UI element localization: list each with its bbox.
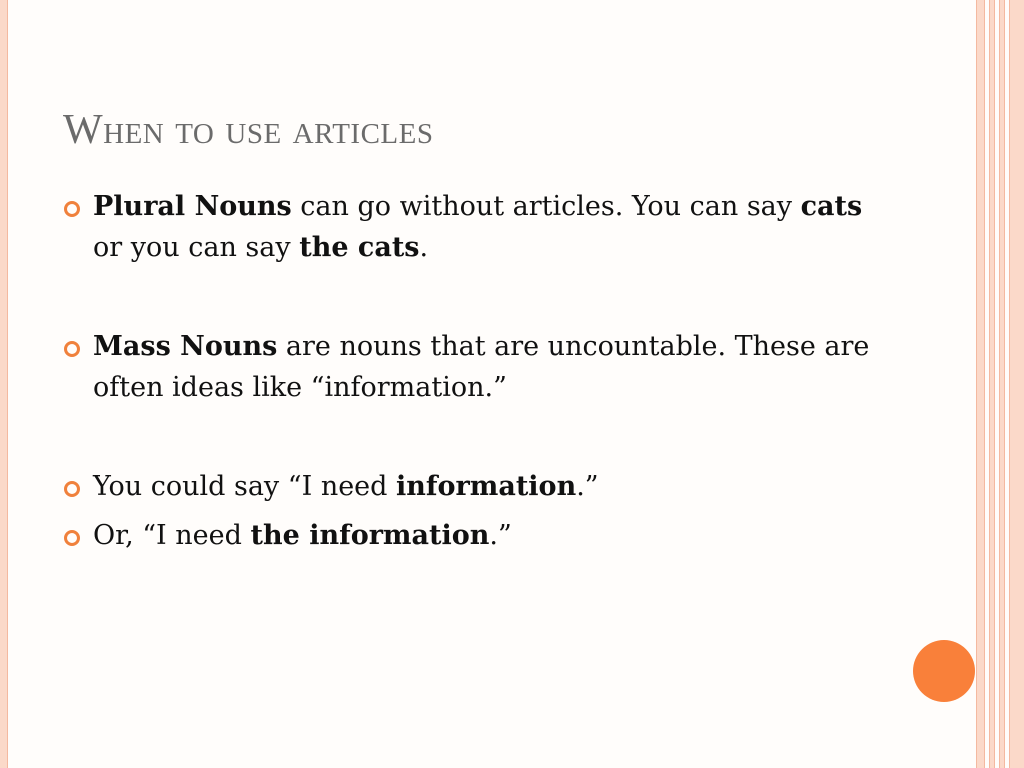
bullet-text-bold: Plural Nouns: [93, 191, 292, 222]
left-border-decoration: [0, 0, 8, 768]
bullet-item: [64, 186, 884, 268]
bullet-icon: [64, 201, 80, 217]
bullet-text: or you can say: [93, 232, 300, 263]
bullet-icon: [64, 481, 80, 497]
bullet-item: [64, 466, 884, 507]
bullet-text: .”: [489, 520, 512, 551]
bullet-text: .: [419, 232, 429, 263]
stripe: [1009, 0, 1024, 768]
bullet-text-bold: cats: [800, 191, 863, 222]
bullet-icon: [64, 530, 80, 546]
slide-title: When to use articles: [63, 107, 434, 153]
bullet-text: Or, “I need: [93, 520, 251, 551]
bullet-text: .”: [576, 471, 599, 502]
bullet-text-bold: the cats: [299, 232, 420, 263]
bullet-item: [64, 515, 884, 556]
bullet-list: [64, 186, 884, 556]
right-stripe-decoration: [976, 0, 1024, 768]
bullet-text: You could say “I need: [93, 471, 397, 502]
bullet-text-bold: the information: [250, 520, 490, 551]
bullet-text: are nouns that are uncountable. These are often ideas like “information.”: [93, 331, 870, 403]
bullet-icon: [64, 341, 80, 357]
stripe: [989, 0, 995, 768]
stripe: [999, 0, 1005, 768]
orange-circle-icon: [913, 640, 975, 702]
bullet-text-bold: information: [396, 471, 577, 502]
bullet-item: [64, 326, 884, 408]
bullet-text: can go without articles. You can say: [291, 191, 801, 222]
stripe: [976, 0, 985, 768]
bullet-text-bold: Mass Nouns: [93, 331, 278, 362]
